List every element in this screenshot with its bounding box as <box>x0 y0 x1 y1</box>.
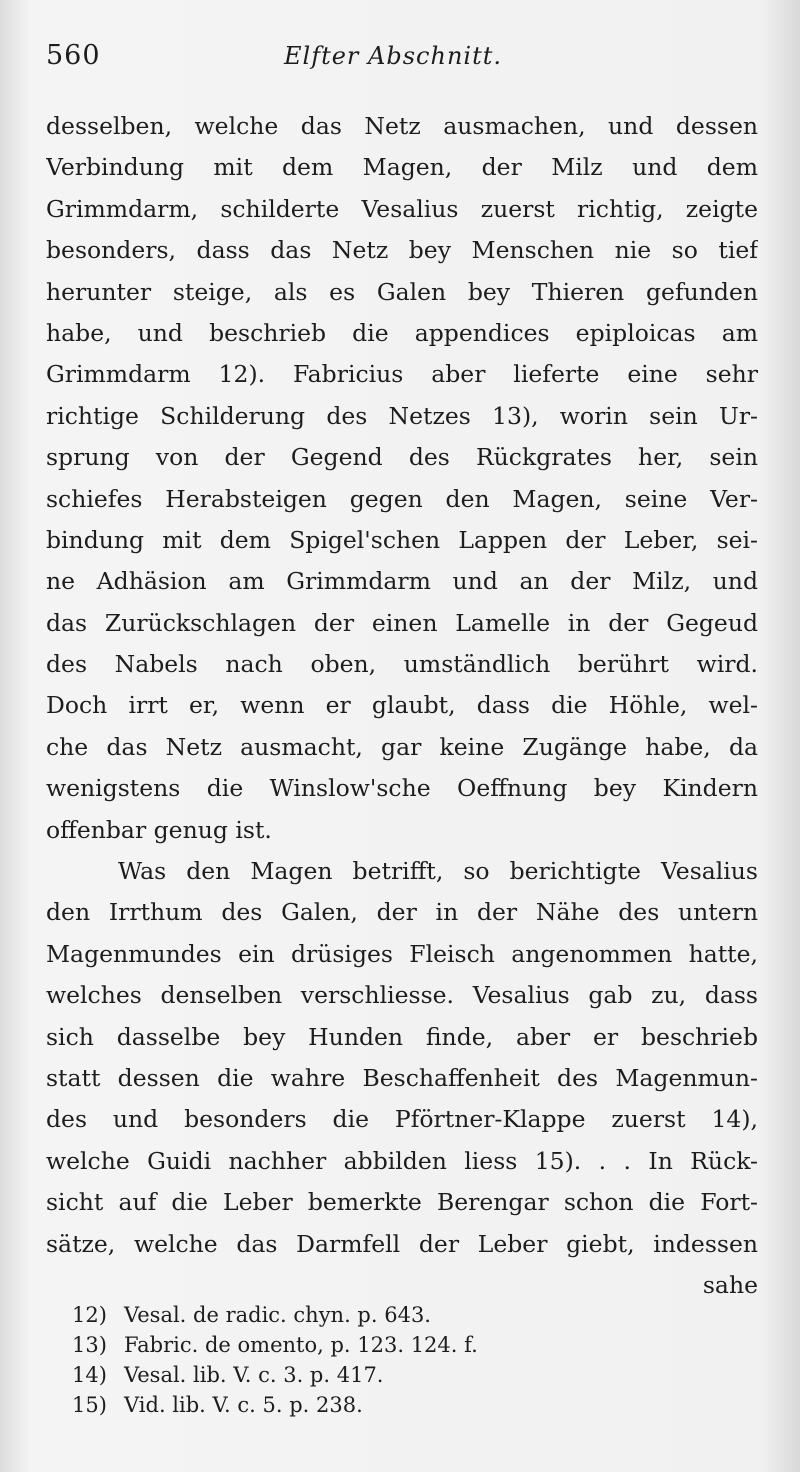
footnote-number: 13) <box>72 1333 107 1357</box>
footnote-text: Vesal. de radic. chyn. p. 643. <box>124 1303 431 1327</box>
text-line: desselben, welche das Netz ausmachen, und dessen <box>46 112 758 140</box>
footnote <box>72 1390 632 1420</box>
running-head: Elfter Abschnitt. <box>284 42 502 70</box>
body-text <box>46 106 758 1306</box>
footnotes <box>72 1300 632 1420</box>
footnote-text: Fabric. de omento, p. 123. 124. f. <box>124 1333 478 1357</box>
text-line: richtige Schilderung des Netzes 13), worin sein Ur- <box>46 401 758 430</box>
footnote <box>72 1330 632 1360</box>
text-line: welche Guidi nachher abbilden liess 15). . . In Rück- <box>46 1146 758 1175</box>
text-line: che das Netz ausmacht, gar keine Zugänge habe, da <box>46 732 758 761</box>
text-line: Grimmdarm, schilderte Vesalius zuerst richtig, zeigte <box>46 194 758 223</box>
footnote-number: 14) <box>72 1363 107 1387</box>
text-line: Magenmundes ein drüsiges Fleisch angenommen hatte, <box>46 939 758 968</box>
page-header <box>46 40 746 80</box>
text-line: habe, und beschrieb die appendices epiploicas am <box>46 318 758 347</box>
text-line: des und besonders die Pförtner-Klappe zuerst 14), <box>46 1105 758 1134</box>
text-line: sprung von der Gegend des Rückgrates her, sein <box>46 443 758 472</box>
text-line: sicht auf die Leber bemerkte Berengar schon die Fort- <box>46 1188 758 1217</box>
catchword: sahe <box>702 1270 758 1299</box>
text-line: schiefes Herabsteigen gegen den Magen, seine Ver- <box>46 484 758 513</box>
text-line: des Nabels nach oben, umständlich berührt wird. <box>46 650 758 679</box>
footnote-text: Vid. lib. V. c. 5. p. 238. <box>124 1393 363 1417</box>
text-line: offenbar genug ist. <box>46 815 272 844</box>
text-line: Grimmdarm 12). Fabricius aber lieferte eine sehr <box>46 360 758 389</box>
text-line: ne Adhäsion am Grimmdarm und an der Milz, und <box>46 567 758 596</box>
text-line: sätze, welche das Darmfell der Leber giebt, indessen <box>46 1229 758 1258</box>
page-number: 560 <box>46 40 101 71</box>
text-line: Doch irrt er, wenn er glaubt, dass die Höhle, wel- <box>46 691 758 720</box>
text-line: Verbindung mit dem Magen, der Milz und dem <box>46 153 758 182</box>
text-line: den Irrthum des Galen, der in der Nähe des untern <box>46 898 758 927</box>
footnote-number: 12) <box>72 1303 107 1327</box>
text-line: statt dessen die wahre Beschaffenheit des Magenmun- <box>46 1063 758 1092</box>
text-line: herunter steige, als es Galen bey Thieren gefunden <box>46 277 758 306</box>
text-line: das Zurückschlagen der einen Lamelle in der Gegeud <box>46 608 758 637</box>
text-line: sich dasselbe bey Hunden finde, aber er beschrieb <box>46 1022 758 1051</box>
text-line: bindung mit dem Spigel'schen Lappen der Leber, sei- <box>46 525 758 554</box>
footnote-number: 15) <box>72 1393 107 1417</box>
footnote <box>72 1360 632 1390</box>
text-line: Was den Magen betrifft, so berichtigte Vesalius <box>118 857 758 886</box>
text-line: welches denselben verschliesse. Vesalius gab zu, dass <box>46 981 758 1010</box>
text-line: besonders, dass das Netz bey Menschen nie so tief <box>46 236 758 265</box>
footnote-text: Vesal. lib. V. c. 3. p. 417. <box>124 1363 384 1387</box>
text-line: wenigstens die Winslow'sche Oeffnung bey Kindern <box>46 774 758 803</box>
footnote <box>72 1300 632 1330</box>
